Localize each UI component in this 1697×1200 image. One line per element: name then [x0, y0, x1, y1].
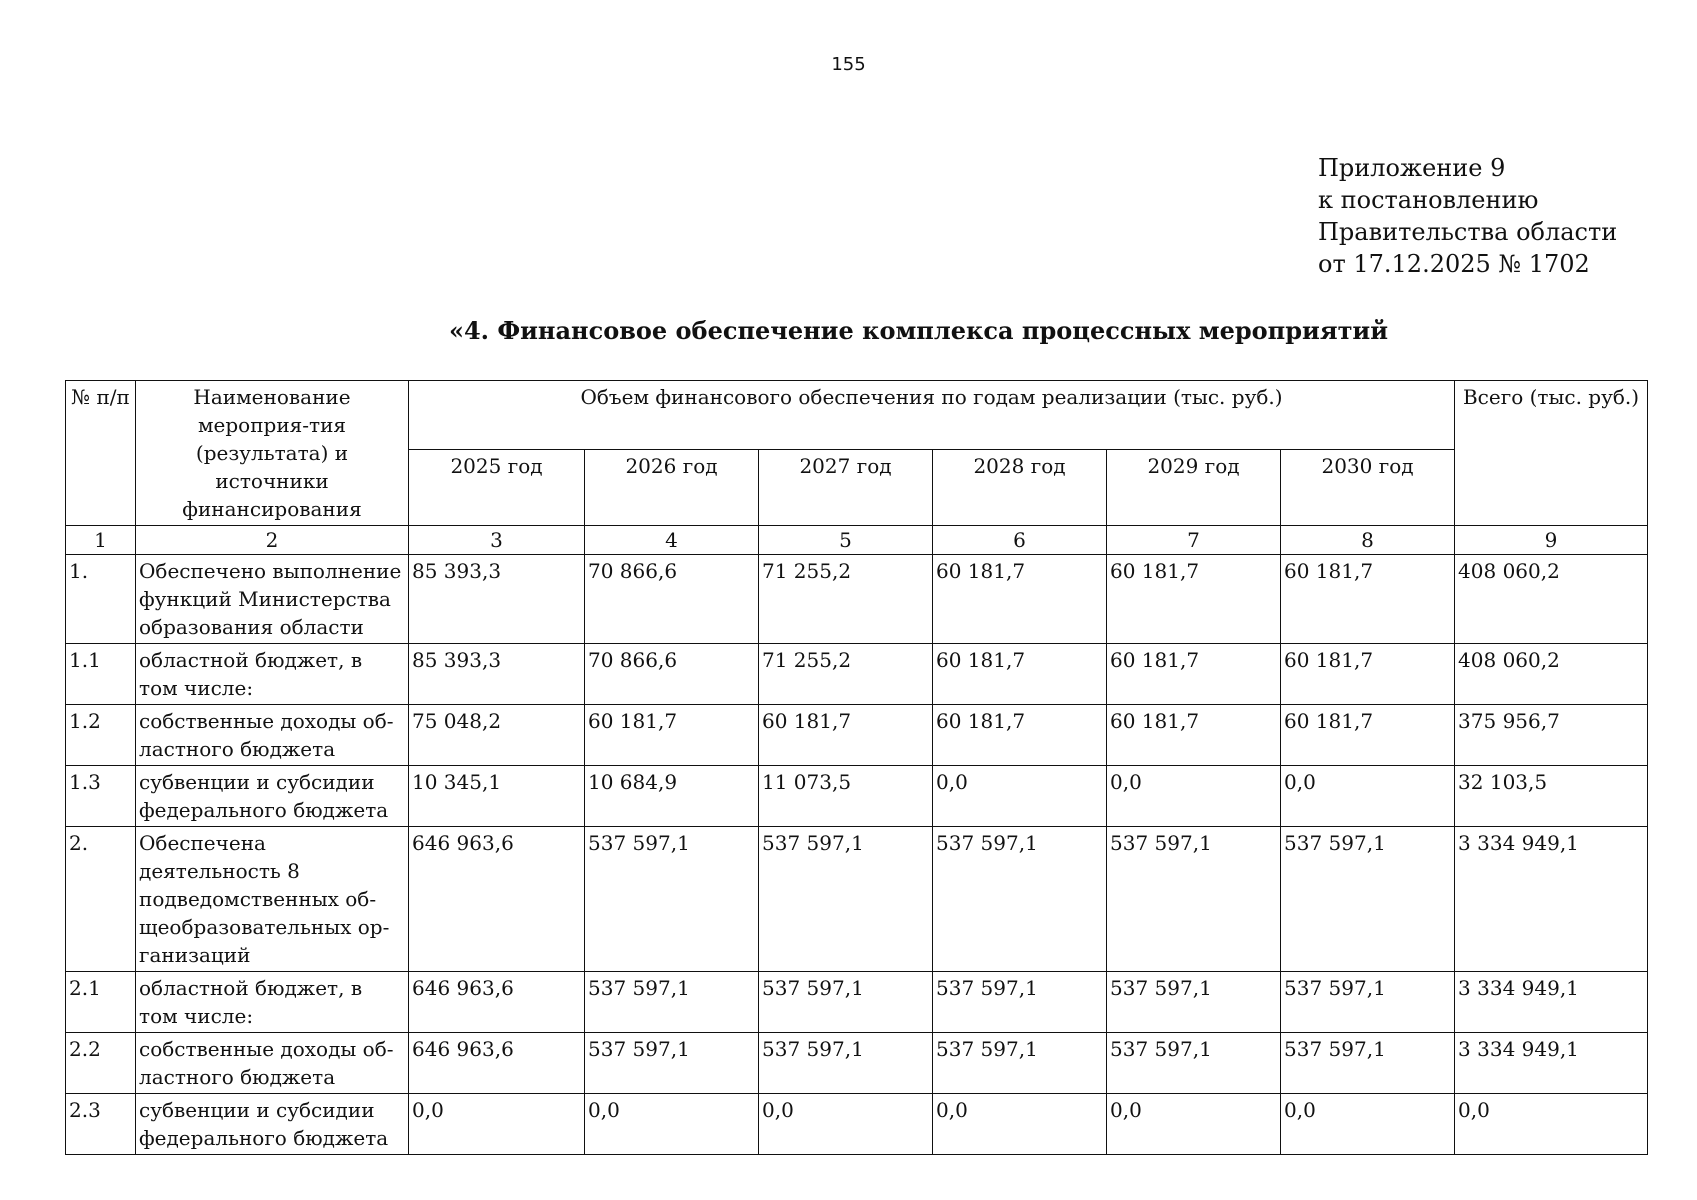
row-value: 0,0: [1281, 766, 1455, 827]
table-row: [66, 827, 1648, 972]
row-value: 60 181,7: [759, 705, 933, 766]
table-row: [66, 705, 1648, 766]
row-value: 60 181,7: [1107, 705, 1281, 766]
column-number: 8: [1281, 526, 1455, 555]
column-number: 7: [1107, 526, 1281, 555]
row-number: 2.1: [66, 972, 136, 1033]
appendix-line: Правительства области: [1318, 218, 1618, 246]
row-name: собственные доходы об-ластного бюджета: [136, 1033, 409, 1094]
row-value: 0,0: [1281, 1094, 1455, 1155]
row-value: 0,0: [1107, 1094, 1281, 1155]
row-value: 537 597,1: [585, 1033, 759, 1094]
row-value: 60 181,7: [1107, 644, 1281, 705]
row-value: 537 597,1: [1281, 827, 1455, 972]
row-name: областной бюджет, в том числе:: [136, 972, 409, 1033]
column-number: 9: [1455, 526, 1648, 555]
table-row: [66, 766, 1648, 827]
row-value: 537 597,1: [1107, 827, 1281, 972]
row-value: 71 255,2: [759, 644, 933, 705]
row-number: 2.: [66, 827, 136, 972]
row-value: 0,0: [933, 766, 1107, 827]
row-total: 3 334 949,1: [1455, 972, 1648, 1033]
row-value: 0,0: [1107, 766, 1281, 827]
row-value: 10 684,9: [585, 766, 759, 827]
row-value: 85 393,3: [409, 555, 585, 644]
table-row: [66, 1033, 1648, 1094]
row-value: 537 597,1: [759, 1033, 933, 1094]
row-value: 537 597,1: [933, 1033, 1107, 1094]
row-number: 1.: [66, 555, 136, 644]
table-row: [66, 644, 1648, 705]
column-number: 4: [585, 526, 759, 555]
row-value: 70 866,6: [585, 644, 759, 705]
row-total: 3 334 949,1: [1455, 827, 1648, 972]
row-name: субвенции и субсидии федерального бюджета: [136, 766, 409, 827]
financial-table: [65, 380, 1648, 1155]
row-name: Обеспечена деятельность 8 подведомственных об-щеобразовательных ор-ганизаций: [136, 827, 409, 972]
row-value: 60 181,7: [933, 705, 1107, 766]
header-name: Наименование мероприя-тия (результата) и источники финансирования: [136, 381, 409, 526]
row-value: 537 597,1: [759, 972, 933, 1033]
row-total: 375 956,7: [1455, 705, 1648, 766]
header-volume: Объем финансового обеспечения по годам реализации (тыс. руб.): [409, 381, 1455, 450]
header-year: 2029 год: [1107, 450, 1281, 526]
header-total: Всего (тыс. руб.): [1455, 381, 1648, 526]
row-value: 75 048,2: [409, 705, 585, 766]
page-number: 155: [831, 54, 866, 75]
row-value: 646 963,6: [409, 827, 585, 972]
row-number: 1.3: [66, 766, 136, 827]
appendix-block: [1318, 152, 1617, 280]
table-row: [66, 972, 1648, 1033]
row-value: 537 597,1: [1281, 972, 1455, 1033]
row-value: 537 597,1: [585, 827, 759, 972]
row-total: 0,0: [1455, 1094, 1648, 1155]
row-value: 60 181,7: [1281, 644, 1455, 705]
row-value: 0,0: [933, 1094, 1107, 1155]
row-total: 32 103,5: [1455, 766, 1648, 827]
column-number: 6: [933, 526, 1107, 555]
table-header-row: [66, 381, 1648, 450]
row-total: 408 060,2: [1455, 555, 1648, 644]
row-value: 537 597,1: [933, 827, 1107, 972]
row-total: 3 334 949,1: [1455, 1033, 1648, 1094]
row-value: 70 866,6: [585, 555, 759, 644]
row-value: 71 255,2: [759, 555, 933, 644]
row-number: 1.2: [66, 705, 136, 766]
row-value: 537 597,1: [585, 972, 759, 1033]
row-value: 537 597,1: [1281, 1033, 1455, 1094]
row-name: собственные доходы об-ластного бюджета: [136, 705, 409, 766]
row-value: 537 597,1: [1107, 1033, 1281, 1094]
column-number: 3: [409, 526, 585, 555]
row-value: 60 181,7: [1281, 555, 1455, 644]
column-number: 1: [66, 526, 136, 555]
row-total: 408 060,2: [1455, 644, 1648, 705]
row-name: областной бюджет, в том числе:: [136, 644, 409, 705]
row-number: 1.1: [66, 644, 136, 705]
row-value: 10 345,1: [409, 766, 585, 827]
row-number: 2.3: [66, 1094, 136, 1155]
row-value: 0,0: [409, 1094, 585, 1155]
header-year: 2028 год: [933, 450, 1107, 526]
row-value: 60 181,7: [585, 705, 759, 766]
row-value: 0,0: [585, 1094, 759, 1155]
appendix-line: от 17.12.2025 № 1702: [1318, 250, 1590, 278]
row-value: 646 963,6: [409, 972, 585, 1033]
row-value: 85 393,3: [409, 644, 585, 705]
column-number: 2: [136, 526, 409, 555]
header-num: № п/п: [66, 381, 136, 526]
table-row: [66, 1094, 1648, 1155]
table-row: [66, 555, 1648, 644]
row-number: 2.2: [66, 1033, 136, 1094]
row-value: 0,0: [759, 1094, 933, 1155]
row-value: 60 181,7: [933, 555, 1107, 644]
row-value: 646 963,6: [409, 1033, 585, 1094]
column-numbers-row: [66, 526, 1648, 555]
header-year: 2030 год: [1281, 450, 1455, 526]
row-name: Обеспечено выполнение функций Министерства образования области: [136, 555, 409, 644]
row-value: 60 181,7: [1107, 555, 1281, 644]
row-name: субвенции и субсидии федерального бюджета: [136, 1094, 409, 1155]
header-year: 2027 год: [759, 450, 933, 526]
row-value: 11 073,5: [759, 766, 933, 827]
row-value: 60 181,7: [1281, 705, 1455, 766]
row-value: 537 597,1: [933, 972, 1107, 1033]
column-number: 5: [759, 526, 933, 555]
row-value: 537 597,1: [1107, 972, 1281, 1033]
header-year: 2025 год: [409, 450, 585, 526]
row-value: 537 597,1: [759, 827, 933, 972]
appendix-line: Приложение 9: [1318, 154, 1506, 182]
document-title: «4. Финансовое обеспечение комплекса процессных мероприятий: [448, 316, 1389, 345]
row-value: 60 181,7: [933, 644, 1107, 705]
appendix-line: к постановлению: [1318, 186, 1539, 214]
header-year: 2026 год: [585, 450, 759, 526]
